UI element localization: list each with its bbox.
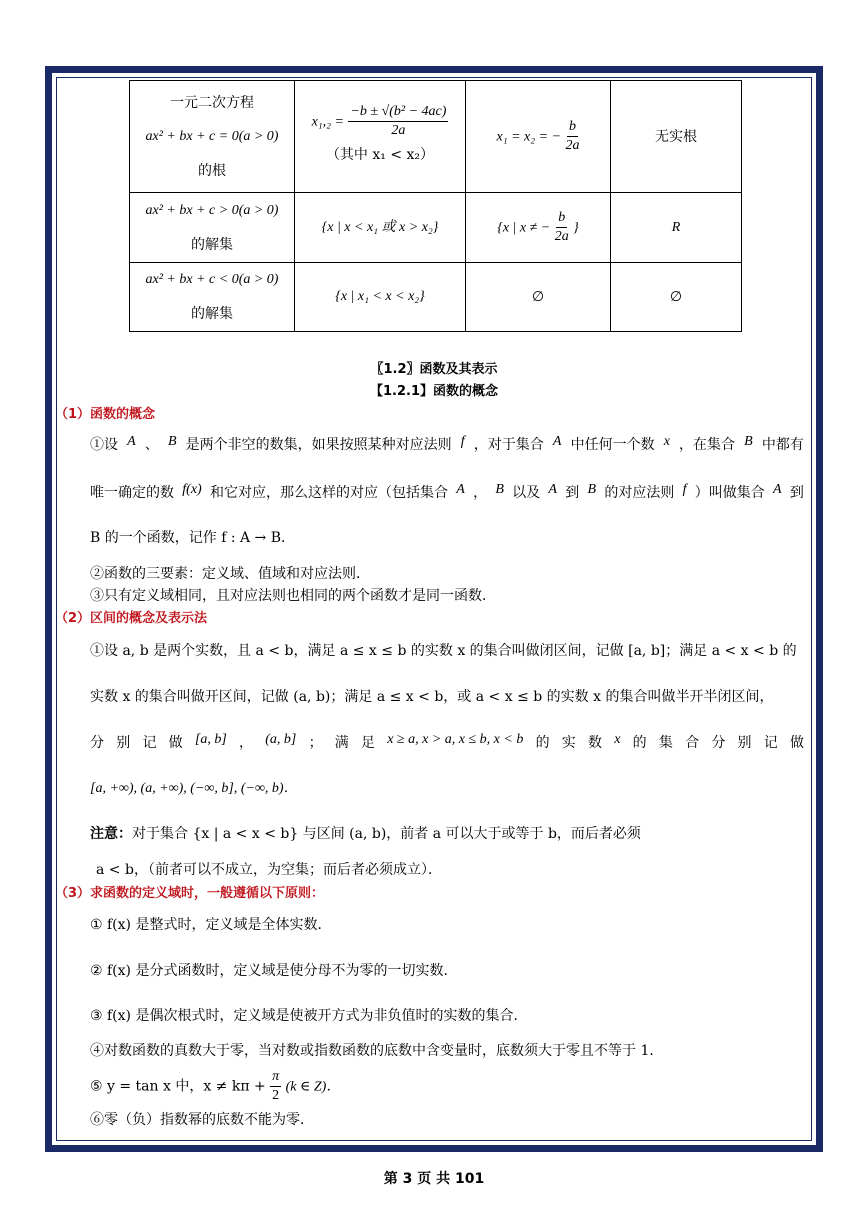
paragraph-line: ①设 a, b 是两个实数，且 a < b，满足 a ≤ x ≤ b 的实数 x 的集合叫做闭区间，记做 [a, b]；满足 a < x < b 的 (90, 643, 797, 659)
pi-over-two (270, 1068, 281, 1105)
quadratic-formula (348, 103, 448, 140)
paragraph-line (90, 434, 804, 454)
text-run: ， (473, 485, 488, 501)
row-label-line: 的解集 (191, 236, 233, 253)
math-run: B (167, 434, 177, 449)
roots-lhs: x₁,₂ = (311, 114, 344, 130)
empty-set-cell: ∅ (466, 263, 611, 332)
text-run: 记 (142, 735, 157, 751)
paragraph-line: B 的一个函数，记作 f : A → B． (90, 530, 296, 546)
math-run: B (495, 482, 504, 497)
section-title: 〖1.2〗函数及其表示 (370, 362, 498, 377)
math-run: A (773, 482, 782, 497)
fraction-numerator: b (567, 118, 578, 137)
text-run: 做 (168, 735, 183, 751)
text-run: ，对于集合 (473, 437, 544, 453)
text-run: ， (239, 735, 253, 751)
math-run: x ≥ a, x > a, x ≤ b, x < b (387, 732, 524, 747)
note-line: a < b，（前者可以不成立，为空集；而后者必须成立）． (96, 862, 442, 878)
math-run: (a, b] (265, 732, 297, 747)
row-label (130, 263, 295, 332)
heading-interval: （2）区间的概念及表示法 (55, 611, 208, 626)
math-run: A (127, 434, 136, 449)
text-run: 到 (789, 485, 804, 501)
text-run: 集 (658, 735, 673, 751)
text-run: 分 (90, 735, 104, 751)
paragraph-line: ① f(x) 是整式时，定义域是全体实数． (90, 917, 332, 933)
table-row (130, 193, 742, 263)
math-run: f (460, 434, 465, 449)
text-run: 足 (361, 735, 375, 751)
row-label-line: 的根 (198, 162, 226, 179)
paragraph-line (90, 732, 804, 752)
text-run: 是两个非空的数集，如果按照某种对应法则 (185, 437, 452, 453)
roots-distinct-cell (295, 81, 466, 193)
math-run: [a, b] (194, 732, 227, 747)
paragraph-line: ② f(x) 是分式函数时，定义域是使分母不为零的一切实数． (90, 963, 458, 979)
text-run: 分 (711, 735, 726, 751)
text-run: 实 (561, 735, 576, 751)
text-run: 、 (144, 437, 159, 453)
math-run: B (587, 482, 597, 497)
text-run: 以及 (512, 485, 541, 501)
fraction-numerator: b (556, 209, 567, 228)
text-run: ； (308, 735, 323, 751)
fraction-denominator: 2 (272, 1088, 280, 1103)
math-run: A (552, 434, 562, 449)
math-run: x (663, 434, 670, 449)
text-run: 中都有 (761, 437, 804, 453)
paragraph-line: ③ f(x) 是偶次根式时，定义域是使被开方式为非负值时的实数的集合． (90, 1008, 528, 1024)
note-text: 对于集合 {x | a < x < b} 与区间 (a, b)，前者 a 可以大于或等于 b，而后者必须 (132, 826, 641, 842)
row-label (130, 193, 295, 263)
paragraph-line (90, 1068, 340, 1105)
text-run: 的 (535, 735, 550, 751)
text-run: ，在集合 (679, 437, 736, 453)
text-run: 做 (789, 735, 804, 751)
text-run: 到 (565, 485, 580, 501)
paragraph-line: ②函数的三要素：定义域、值域和对应法则． (90, 566, 370, 582)
text-run: ⑤ y = tan x 中，x ≠ kπ + (90, 1078, 266, 1095)
math-run: B (744, 434, 753, 449)
fraction-denominator: 2a (565, 138, 580, 153)
text-run: 和它对应，那么这样的对应（包括集合 (209, 485, 448, 501)
text-run: 合 (685, 735, 700, 751)
text-run: 唯一确定的数 (90, 485, 174, 501)
math-run: (k ∈ Z)． (285, 1079, 341, 1095)
solution-set-cell: R (611, 193, 742, 263)
math-run: x (614, 732, 621, 747)
text-run: 满 (334, 735, 349, 751)
roots-equal-cell (466, 81, 611, 193)
paragraph-line (90, 482, 804, 502)
heading-domain-rules: （3）求函数的定义域时，一般遵循以下原则： (55, 886, 325, 901)
row-label (130, 81, 295, 193)
roots-note: （其中 x₁ < x₂） (325, 147, 435, 163)
solution-set-cell (466, 193, 611, 263)
section-subtitle: 【1.2.1】函数的概念 (369, 384, 498, 399)
paragraph-line: ③只有定义域相同，且对应法则也相同的两个函数才是同一函数． (90, 588, 496, 604)
row-label-line: 一元二次方程 (170, 94, 254, 111)
paragraph-line: ⑥零（负）指数幂的底数不能为零． (90, 1112, 314, 1128)
text-run: ①设 (90, 437, 118, 453)
math-run: f(x) (182, 482, 202, 497)
formula-numerator: −b ± √(b² − 4ac) (348, 103, 448, 122)
table-row (130, 81, 742, 193)
set-rhs: } (573, 220, 579, 236)
paragraph-line: [a, +∞), (a, +∞), (−∞, b], (−∞, b)． (90, 781, 298, 796)
no-roots-cell: 无实根 (611, 81, 742, 193)
text-run: ）叫做集合 (694, 485, 765, 501)
quadratic-summary-table (129, 80, 742, 332)
set-fraction (555, 209, 569, 246)
equal-roots-fraction (565, 118, 579, 155)
math-run: A (456, 482, 465, 497)
heading-function-concept: （1）函数的概念 (55, 407, 156, 422)
solution-set-cell: {x | x₁ < x < x₂} (295, 263, 466, 332)
math-run: f (682, 482, 687, 497)
note-label: 注意： (90, 826, 132, 842)
fraction-numerator: π (270, 1068, 281, 1087)
paragraph-line: 实数 x 的集合叫做开区间，记做 (a, b)；满足 a ≤ x < b，或 a < x ≤ b 的实数 x 的集合叫做半开半闭区间， (90, 689, 774, 705)
row-label-equation: ax² + bx + c = 0(a > 0) (145, 128, 279, 144)
text-run: 别 (116, 735, 131, 751)
row-label-equation: ax² + bx + c < 0(a > 0) (145, 272, 279, 287)
row-label-line: 的解集 (191, 306, 233, 322)
fraction-denominator: 2a (554, 229, 569, 244)
text-run: 的 (632, 735, 647, 751)
empty-set-cell: ∅ (611, 263, 742, 332)
set-lhs: {x | x ≠ − (497, 220, 551, 236)
text-run: 的对应法则 (604, 485, 675, 501)
row-label-equation: ax² + bx + c > 0(a > 0) (145, 202, 279, 218)
page-footer: 第 3 页 共 101 (383, 1171, 485, 1187)
formula-denominator: 2a (391, 123, 406, 138)
text-run: 数 (588, 735, 602, 751)
text-run: 记 (763, 735, 778, 751)
equal-roots-lhs: x₁ = x₂ = − (496, 129, 562, 145)
math-run: A (548, 482, 557, 497)
text-run: 别 (737, 735, 752, 751)
note-line (90, 823, 641, 843)
paragraph-line: ④对数函数的真数大于零，当对数或指数函数的底数中含变量时，底数须大于零且不等于 1． (90, 1043, 664, 1059)
table-row (130, 263, 742, 332)
text-run: 中任何一个数 (570, 437, 655, 453)
solution-set-cell: {x | x < x₁ 或 x > x₂} (295, 193, 466, 263)
